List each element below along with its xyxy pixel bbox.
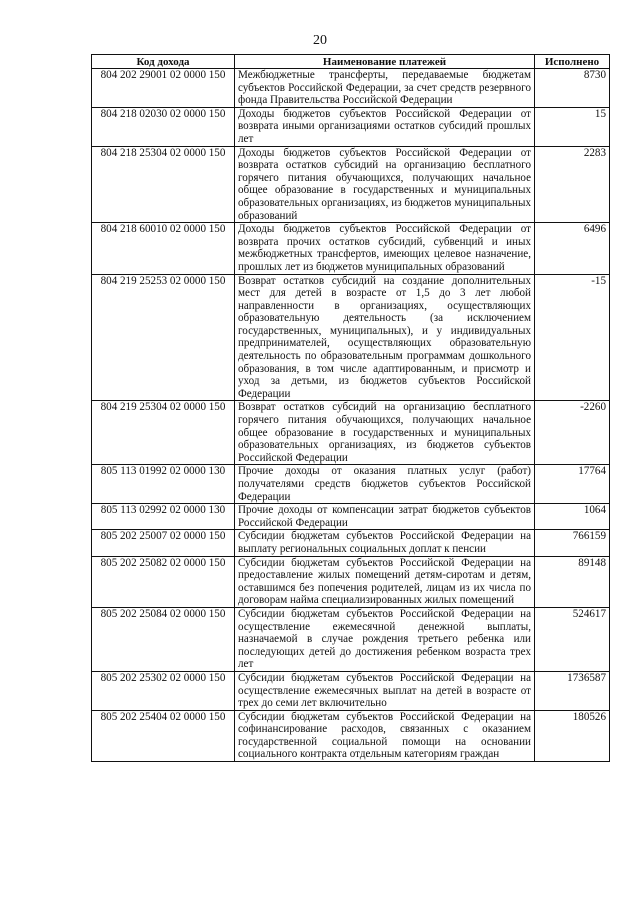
income-code: 804 218 25304 02 0000 150: [92, 146, 235, 223]
table-row: [92, 607, 610, 671]
executed-amount: 1736587: [535, 671, 610, 710]
income-code: 805 113 02992 02 0000 130: [92, 504, 235, 530]
table-row: [92, 69, 610, 108]
income-code: 805 202 25302 02 0000 150: [92, 671, 235, 710]
table-row: [92, 671, 610, 710]
executed-amount: 8730: [535, 69, 610, 108]
executed-amount: 2283: [535, 146, 610, 223]
executed-amount: 89148: [535, 556, 610, 607]
payment-name: Межбюджетные трансферты, передаваемые бюджетам субъектов Российской Федерации, за счет средств резервного фонда Правительства Российской Федерации: [235, 69, 535, 108]
income-code: 805 202 25007 02 0000 150: [92, 530, 235, 556]
table-row: [92, 504, 610, 530]
revenue-table: [91, 54, 610, 762]
executed-amount: 766159: [535, 530, 610, 556]
executed-amount: 1064: [535, 504, 610, 530]
table-row: [92, 530, 610, 556]
table-row: [92, 274, 610, 401]
payment-name: Субсидии бюджетам субъектов Российской Федерации на осуществление ежемесячных выплат на детей в возрасте от трех до семи лет включительно: [235, 671, 535, 710]
payment-name: Возврат остатков субсидий на организацию бесплатного горячего питания обучающихся, получающих начальное общее образование в государственных и муниципальных образовательных организациях, из бюджетов субъектов Российской Федерации: [235, 401, 535, 465]
income-code: 804 202 29001 02 0000 150: [92, 69, 235, 108]
executed-amount: 180526: [535, 710, 610, 761]
payment-name: Прочие доходы от оказания платных услуг (работ) получателями средств бюджетов субъектов Российской Федерации: [235, 465, 535, 504]
executed-amount: 6496: [535, 223, 610, 274]
payment-name: Субсидии бюджетам субъектов Российской Федерации на предоставление жилых помещений детям-сиротам и детям, оставшимся без попечения родителей, лицам из их числа по договорам найма специализированных жилых помещений: [235, 556, 535, 607]
payment-name: Субсидии бюджетам субъектов Российской Федерации на осуществление ежемесячной денежной выплаты, назначаемой в случае рождения третьего ребенка или последующих детей до достижения ребенком возраста трех лет: [235, 607, 535, 671]
table-header-row: [92, 55, 610, 69]
income-code: 804 218 60010 02 0000 150: [92, 223, 235, 274]
income-code: 804 219 25253 02 0000 150: [92, 274, 235, 401]
page-number: 20: [313, 33, 327, 48]
income-code: 805 202 25084 02 0000 150: [92, 607, 235, 671]
table-row: [92, 223, 610, 274]
income-code: 804 218 02030 02 0000 150: [92, 107, 235, 146]
income-code: 805 202 25082 02 0000 150: [92, 556, 235, 607]
table-row: [92, 556, 610, 607]
payment-name: Доходы бюджетов субъектов Российской Федерации от возврата иными организациями остатков субсидий прошлых лет: [235, 107, 535, 146]
payment-name: Доходы бюджетов субъектов Российской Федерации от возврата остатков субсидий на организацию бесплатного горячего питания обучающихся, получающих начальное общее образование в государственных и муниципальных образовательных организациях, из бюджетов муниципальных образований: [235, 146, 535, 223]
table-row: [92, 401, 610, 465]
table-row: [92, 146, 610, 223]
table-row: [92, 465, 610, 504]
table-row: [92, 107, 610, 146]
payment-name: Субсидии бюджетам субъектов Российской Федерации на софинансирование расходов, связанных с оказанием государственной социальной помощи на основании социального контракта отдельным категориям граждан: [235, 710, 535, 761]
payment-name: Возврат остатков субсидий на создание дополнительных мест для детей в возрасте от 1,5 до 3 лет любой направленности в организациях, осуществляющих образовательную деятельность (за исключением государственных, муниципальных), и у индивидуальных предпринимателей, осуществляющих образовательную деятельность по образовательным программам дошкольного образования, в том числе адаптированным, и присмотр и уход за детьми, из бюджетов субъектов Российской Федерации: [235, 274, 535, 401]
executed-amount: -2260: [535, 401, 610, 465]
income-code: 805 113 01992 02 0000 130: [92, 465, 235, 504]
payment-name: Прочие доходы от компенсации затрат бюджетов субъектов Российской Федерации: [235, 504, 535, 530]
income-code: 804 219 25304 02 0000 150: [92, 401, 235, 465]
executed-amount: 17764: [535, 465, 610, 504]
executed-amount: 524617: [535, 607, 610, 671]
payment-name: Доходы бюджетов субъектов Российской Федерации от возврата прочих остатков субсидий, субвенций и иных межбюджетных трансфертов, имеющих целевое назначение, прошлых лет из бюджетов муниципальных образований: [235, 223, 535, 274]
header-code: Код дохода: [92, 55, 235, 69]
header-value: Исполнено: [535, 55, 610, 69]
table-row: [92, 710, 610, 761]
executed-amount: 15: [535, 107, 610, 146]
executed-amount: -15: [535, 274, 610, 401]
income-code: 805 202 25404 02 0000 150: [92, 710, 235, 761]
header-name: Наименование платежей: [235, 55, 535, 69]
payment-name: Субсидии бюджетам субъектов Российской Федерации на выплату региональных социальных доплат к пенсии: [235, 530, 535, 556]
